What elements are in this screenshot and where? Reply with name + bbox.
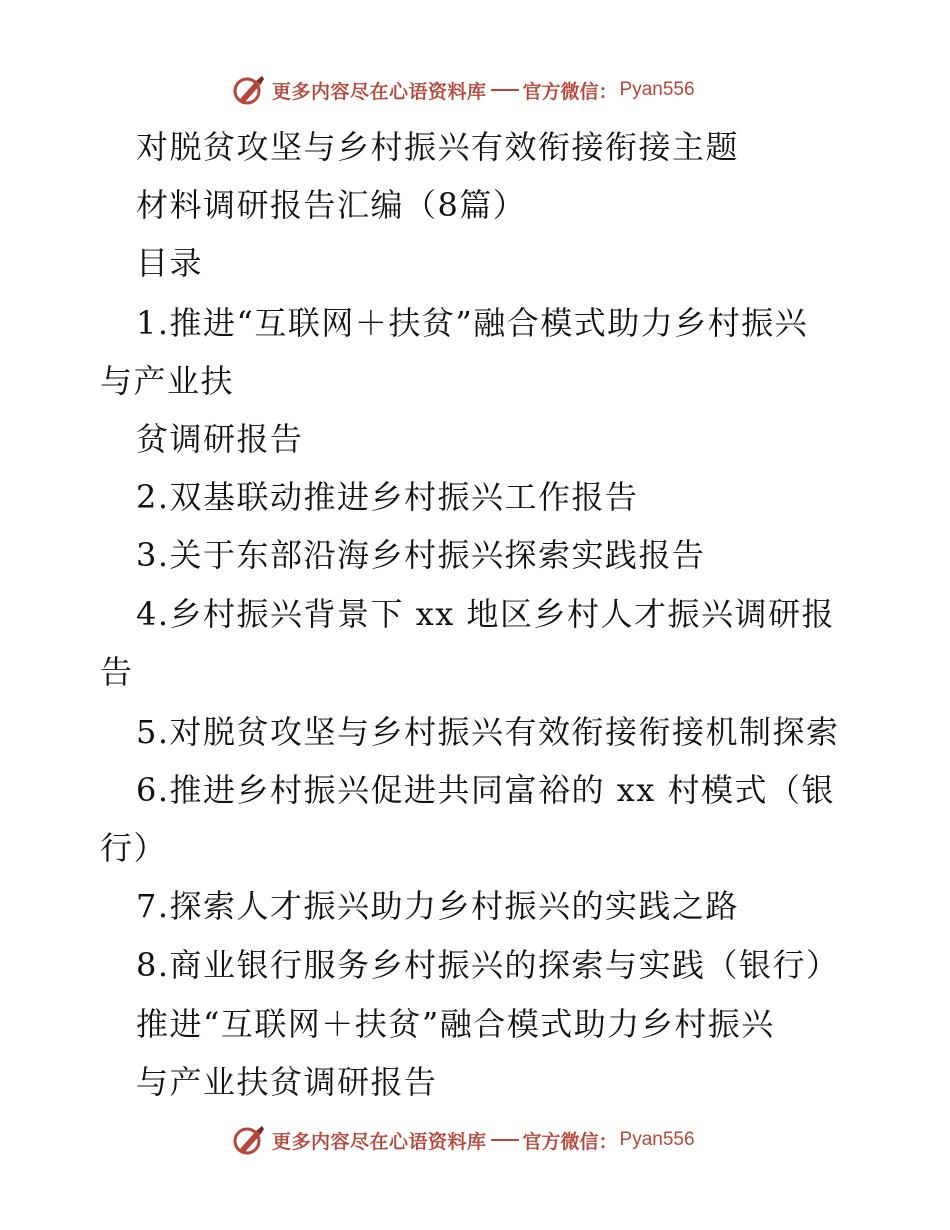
toc-item-1-line1: 1.推进“互联网＋扶贫”融合模式助力乡村振兴 (136, 304, 809, 342)
doc-title-line2: 材料调研报告汇编（8篇） (136, 186, 527, 224)
wechat-label: 官方微信： (522, 1130, 618, 1153)
toc-item-6-line1: 6.推进乡村振兴促进共同富裕的 xx 村模式（银 (136, 771, 835, 809)
toc-item-5: 5.对脱贫攻坚与乡村振兴有效衔接衔接机制探索 (136, 713, 840, 751)
wechat-label: 官方微信： (522, 80, 618, 103)
pen-logo-icon (232, 73, 266, 107)
watermark-separator (491, 1139, 519, 1141)
watermark-text: 更多内容尽在心语资料库 (272, 1130, 487, 1153)
wechat-id: Pyan556 (619, 1129, 695, 1150)
watermark-text: 更多内容尽在心语资料库 (272, 80, 487, 103)
wechat-id: Pyan556 (619, 79, 695, 100)
toc-item-6-line2: 行） (100, 829, 168, 867)
toc-item-1-line2: 与产业扶 (100, 362, 235, 400)
toc-item-4-line2: 告 (100, 653, 134, 691)
toc-heading: 目录 (136, 244, 204, 282)
toc-item-8: 8.商业银行服务乡村振兴的探索与实践（银行） (136, 946, 840, 984)
toc-item-2: 2.双基联动推进乡村振兴工作报告 (136, 478, 639, 516)
pen-logo-icon (232, 1123, 266, 1157)
footer-watermark (232, 1120, 695, 1160)
doc-title-line1: 对脱贫攻坚与乡村振兴有效衔接衔接主题 (136, 128, 740, 166)
section-title-line2: 与产业扶贫调研报告 (136, 1063, 438, 1101)
section-title-line1: 推进“互联网＋扶贫”融合模式助力乡村振兴 (136, 1005, 775, 1043)
watermark-separator (491, 89, 519, 91)
toc-item-3: 3.关于东部沿海乡村振兴探索实践报告 (136, 536, 706, 574)
header-watermark (232, 70, 695, 110)
toc-item-7: 7.探索人才振兴助力乡村振兴的实践之路 (136, 887, 740, 925)
toc-item-4-line1: 4.乡村振兴背景下 xx 地区乡村人才振兴调研报 (136, 595, 835, 633)
toc-item-1-line3: 贫调研报告 (136, 420, 304, 458)
